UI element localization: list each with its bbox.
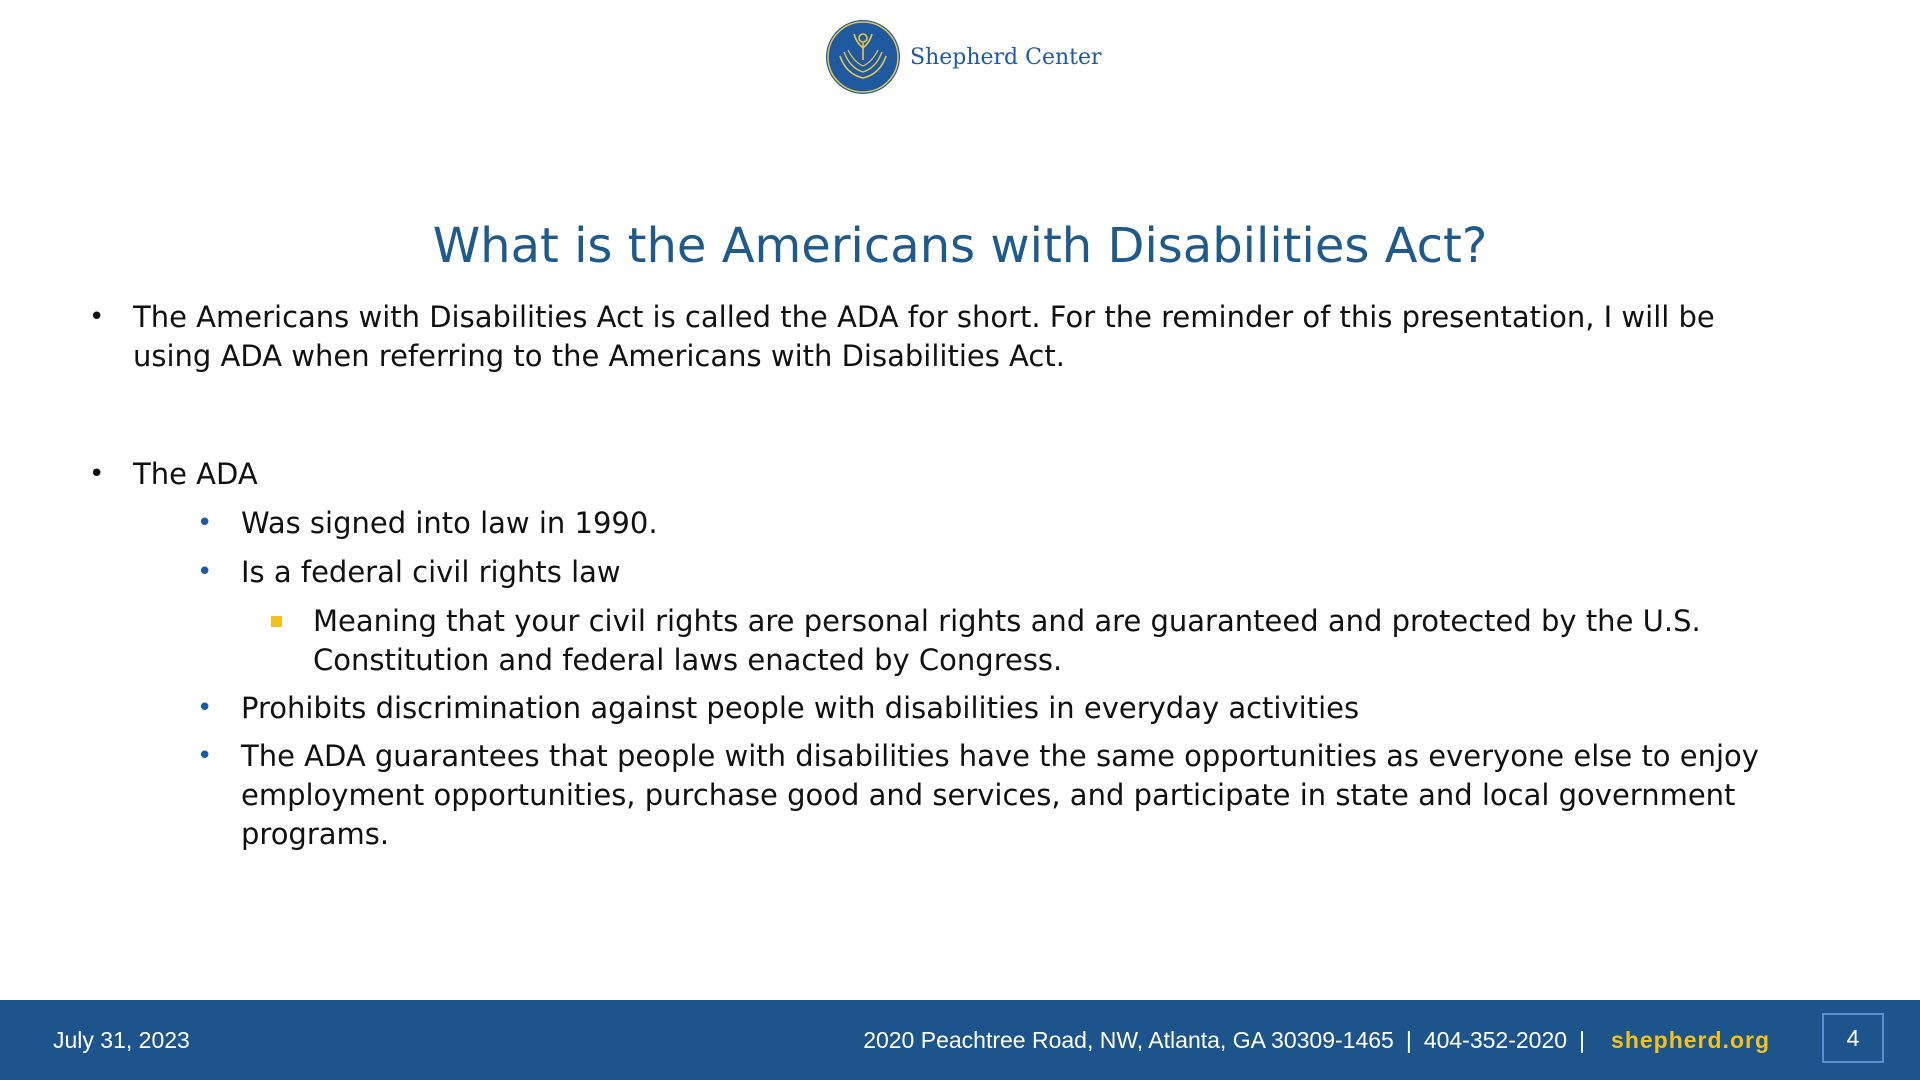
bullet-text-line: Constitution and federal laws enacted by Congress. bbox=[313, 643, 1063, 677]
footer-website-link[interactable]: shepherd.org bbox=[1611, 1027, 1770, 1053]
bullet-text-line: The Americans with Disabilities Act is called the ADA for short. For the reminder of this presentation, I will be bbox=[133, 300, 1715, 334]
bullet-text-line: employment opportunities, purchase good and services, and participate in state and local government bbox=[241, 778, 1736, 812]
bullet-text-line: using ADA when referring to the Americans with Disabilities Act. bbox=[133, 339, 1065, 373]
bullet-dot-icon: • bbox=[197, 693, 213, 723]
bullet-the-ada bbox=[89, 455, 258, 494]
slide-footer bbox=[0, 1000, 1920, 1080]
footer-separator: | bbox=[1579, 1027, 1586, 1053]
footer-contact bbox=[863, 1027, 1770, 1054]
footer-phone: 404-352-2020 bbox=[1423, 1027, 1568, 1053]
logo-wordmark: Shepherd Center bbox=[910, 44, 1102, 70]
sub-bullet-prohibits-discrimination bbox=[197, 689, 1360, 728]
shepherd-emblem-icon bbox=[826, 20, 900, 94]
square-bullet-icon bbox=[271, 616, 282, 627]
bullet-dot-icon: • bbox=[197, 741, 213, 771]
shepherd-center-logo bbox=[826, 20, 1102, 94]
bullet-dot-icon: • bbox=[89, 459, 105, 489]
footer-date: July 31, 2023 bbox=[53, 1027, 190, 1053]
bullet-dot-icon: • bbox=[197, 557, 213, 587]
bullet-text-line: The ADA guarantees that people with disabilities have the same opportunities as everyone else to enjoy bbox=[241, 739, 1759, 773]
bullet-ada-short-name bbox=[89, 298, 1715, 376]
sub-bullet-civil-rights-law bbox=[197, 553, 621, 592]
page-number: 4 bbox=[1822, 1013, 1884, 1063]
footer-separator: | bbox=[1405, 1027, 1412, 1053]
bullet-text-line: Meaning that your civil rights are personal rights and are guaranteed and protected by the U.S. bbox=[313, 604, 1701, 638]
bullet-dot-icon: • bbox=[197, 508, 213, 538]
bullet-text-line: Prohibits discrimination against people with disabilities in everyday activities bbox=[241, 691, 1360, 725]
sub-sub-bullet-meaning bbox=[313, 602, 1701, 680]
bullet-text-line: Was signed into law in 1990. bbox=[241, 506, 658, 540]
bullet-dot-icon: • bbox=[89, 302, 105, 332]
bullet-text-line: programs. bbox=[241, 817, 390, 851]
slide-title: What is the Americans with Disabilities Act? bbox=[432, 218, 1488, 274]
bullet-text-line: The ADA bbox=[133, 457, 258, 491]
footer-address: 2020 Peachtree Road, NW, Atlanta, GA 30309-1465 bbox=[863, 1027, 1394, 1053]
sub-bullet-guarantees-opportunities bbox=[197, 737, 1759, 854]
bullet-text-line: Is a federal civil rights law bbox=[241, 555, 621, 589]
sub-bullet-signed-1990 bbox=[197, 504, 658, 543]
